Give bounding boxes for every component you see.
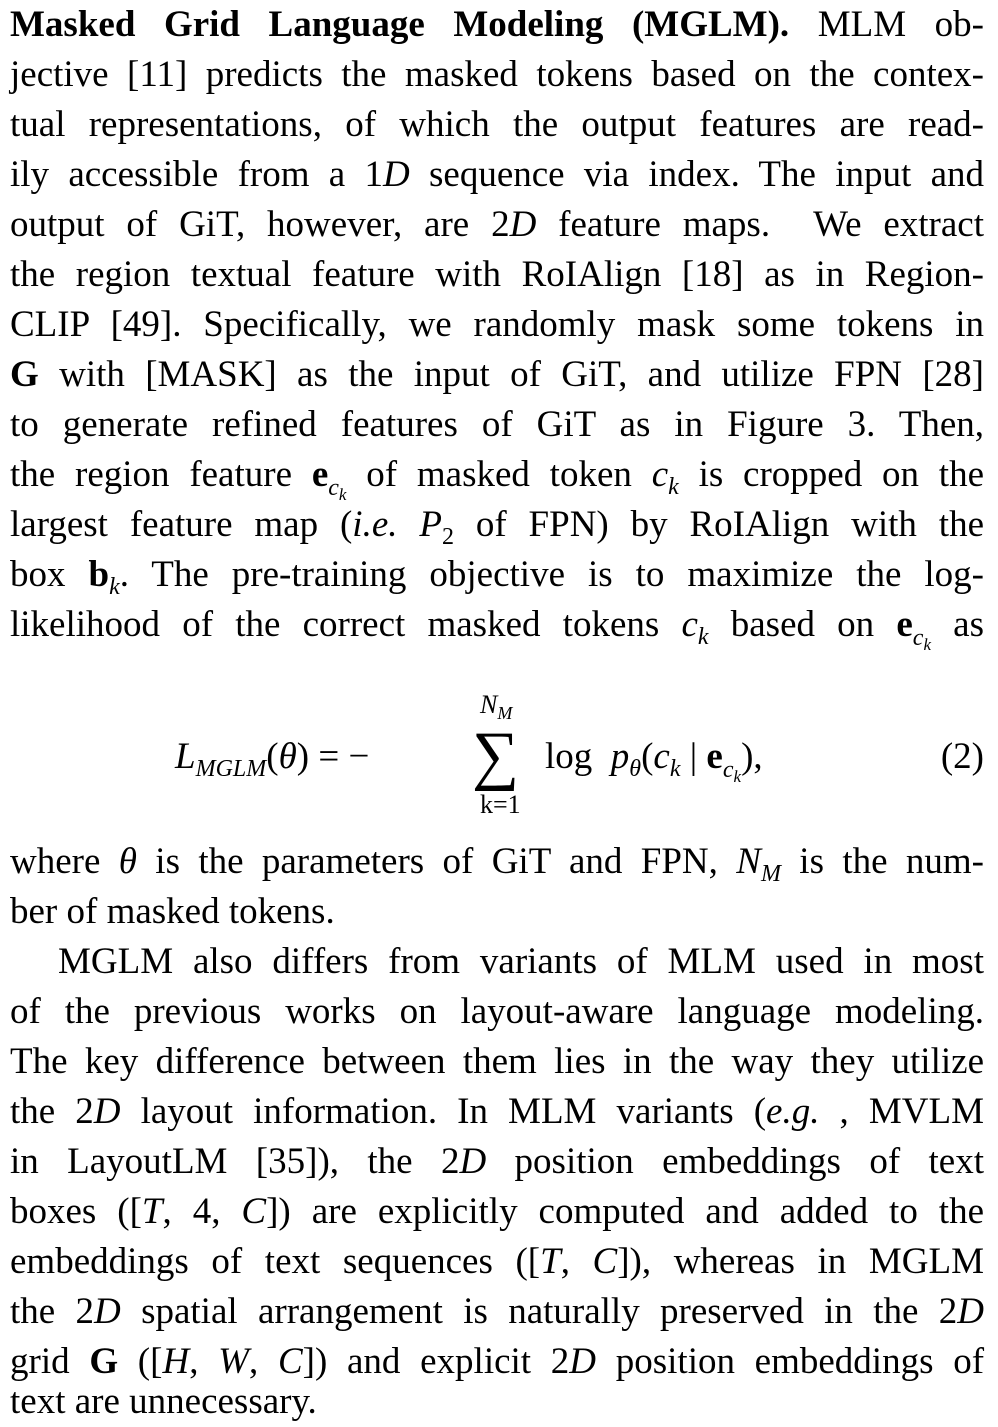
text-line: likelihood of the correct masked tokens $c_k$ based on $e_{c_k}$ as <box>10 604 985 654</box>
sum-upper-limit: $N_M$ <box>480 690 513 723</box>
text-line: the region textual feature with RoIAlign [18] as in Region- <box>10 254 984 295</box>
text-line: to generate refined features of GiT as in Figure 3. Then, <box>10 404 984 445</box>
text-line <box>10 0 984 50</box>
text-line: where θ is the parameters of GiT and FPN, $N_M$ is the num- <box>10 841 985 887</box>
equation-2 <box>10 680 984 830</box>
text-line: text are unnecessary. <box>10 1381 317 1422</box>
text-line: embeddings of text sequences ([T, C]), whereas in MGLM <box>10 1241 984 1282</box>
text-line: the 2D spatial arrangement is naturally preserved in the 2D <box>10 1291 985 1332</box>
text-line: ily accessible from a 1D sequence via index. The input and <box>10 154 984 195</box>
text-line: largest feature map (i.e. $P_2$ of FPN) by RoIAlign with the <box>10 504 985 550</box>
section-heading: Masked Grid Language Modeling (MGLM). <box>10 4 790 45</box>
text-line: the region feature $e_{c_k}$ of masked token $c_k$ is cropped on the <box>10 454 985 504</box>
text-line: grid G ([H, W, C]) and explicit 2D position embeddings of <box>10 1341 985 1382</box>
text-line: the 2D layout information. In MLM variants (e.g. , MVLM <box>10 1091 984 1132</box>
text-line: The key difference between them lies in the way they utilize <box>10 1041 984 1082</box>
text-fragment: MLM ob- <box>817 4 984 45</box>
summation-symbol: ∑ <box>472 719 520 792</box>
text-line: in LayoutLM [35]), the 2D position embeddings of text <box>10 1141 984 1182</box>
text-line: output of GiT, however, are 2D feature maps. We extract <box>10 204 985 245</box>
text-line: MGLM also differs from variants of MLM used in most <box>58 941 984 982</box>
text-line: ber of masked tokens. <box>10 891 335 932</box>
text-line: of the previous works on layout-aware language modeling. <box>10 991 984 1032</box>
sum-lower-limit: k=1 <box>480 790 521 819</box>
text-line: jective [11] predicts the masked tokens based on the contex- <box>10 54 984 95</box>
text-line: CLIP [49]. Specifically, we randomly mask some tokens in <box>10 304 984 345</box>
equation-number: (2) <box>940 736 984 777</box>
text-line: G with [MASK] as the input of GiT, and utilize FPN [28] <box>10 354 984 395</box>
text-line: tual representations, of which the output features are read- <box>10 104 984 145</box>
text-line: boxes ([T, 4, C]) are explicitly computed and added to the <box>10 1191 984 1232</box>
equation-lhs: $L_{MGLM}(\theta)$ = − <box>175 736 370 782</box>
text-line: box $b_k$. The pre-training objective is to maximize the log- <box>10 554 985 600</box>
equation-rhs: $\log p_\theta(c_k$ | $e_{c_k}$), <box>545 736 763 786</box>
